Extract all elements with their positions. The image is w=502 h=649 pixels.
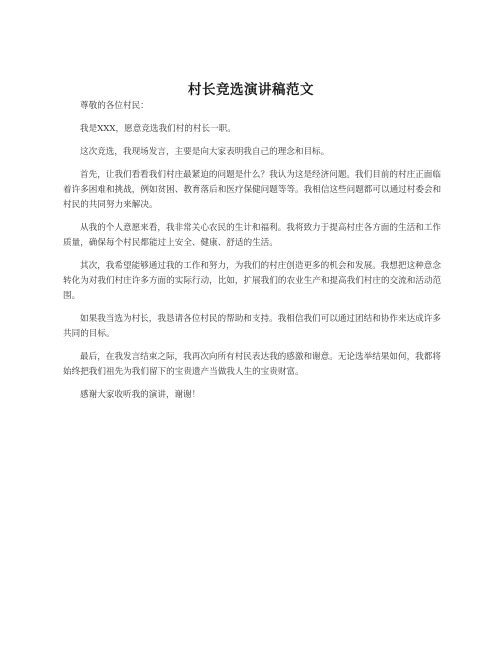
document-body — [63, 99, 443, 411]
paragraph-closing: 感谢大家收听我的演讲，谢谢！ — [80, 390, 201, 400]
paragraph-personal-commitment: 从我的个人意愿来看，我非常关心农民的生计和福利。我将致力于提高村庄各方面的生活和工作质量，确保每个村民都能过上安全、健康、舒适的生活。 — [63, 223, 441, 248]
paragraph-gratitude: 最后，在我发言结束之际，我再次向所有村民表达我的感激和谢意。无论选举结果如何，我都将始终把我们祖先为我们留下的宝贵遗产当做我人生的宝贵财富。 — [63, 352, 441, 377]
paragraph-purpose: 这次竞选，我现场发言，主要是向大家表明我自己的理念和目标。 — [80, 147, 330, 157]
paragraph-salutation: 尊敬的各位村民： — [80, 101, 149, 111]
paragraph-introduction: 我是XXX，愿意竞选我们村的村长一职。 — [80, 124, 236, 134]
paragraph-development: 其次，我希望能够通过我的工作和努力，为我们的村庄创造更多的机会和发展。我想把这种意念转化为对我们村庄许多方面的实际行动，比如，扩展我们的农业生产和提高我们村庄的交流和活动范围。 — [63, 261, 442, 301]
paragraph-economic-problem: 首先，让我们看看我们村庄最紧迫的问题是什么？我认为这是经济问题。我们目前的村庄正面临着许多困难和挑战，例如贫困、教育落后和医疗保健问题等等。我相信这些问题都可以通过村委会和村民的共同努力来解决。 — [63, 170, 442, 210]
document-title: 村长竞选演讲稿范文 — [188, 82, 314, 98]
paragraph-support-request: 如果我当选为村长，我恳请各位村民的帮助和支持。我相信我们可以通过团结和协作来达成许多共同的目标。 — [63, 314, 441, 339]
